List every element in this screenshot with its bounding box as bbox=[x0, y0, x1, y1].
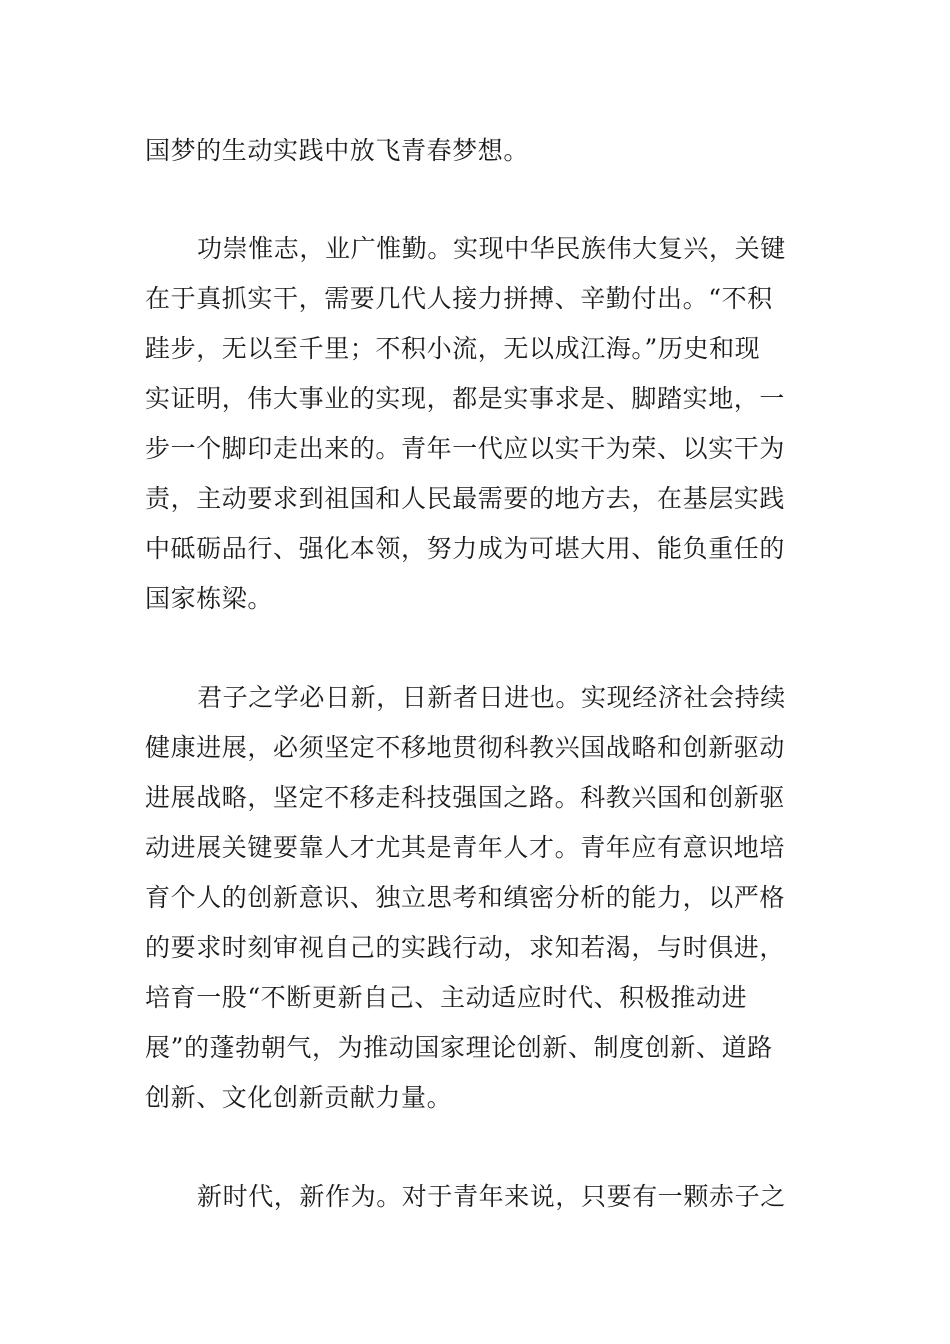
text-line: 创新、文化创新贡献力量。 bbox=[145, 1083, 453, 1112]
text-line: 动进展关键要靠人才尤其是青年人才。青年应有意识地培 bbox=[145, 833, 786, 862]
text-line: 功崇惟志，业广惟勤。实现中华民族伟大复兴，关键 bbox=[197, 234, 786, 263]
text-line: 中砥砺品行、强化本领，努力成为可堪大用、能负重任的 bbox=[145, 534, 786, 563]
text-line: 培育一股“不断更新自己、主动适应时代、积极推动进 bbox=[145, 983, 748, 1012]
text-line: 实证明，伟大事业的实现，都是实事求是、脚踏实地，一 bbox=[145, 384, 786, 413]
text-line: 步一个脚印走出来的。青年一代应以实干为荣、以实干为 bbox=[145, 434, 786, 463]
text-line: 国梦的生动实践中放飞青春梦想。 bbox=[145, 136, 530, 165]
text-line: 健康进展，必须坚定不移地贯彻科教兴国战略和创新驱动 bbox=[145, 733, 786, 762]
text-line: 君子之学必日新，日新者日进也。实现经济社会持续 bbox=[197, 683, 786, 712]
text-line: 跬步，无以至千里；不积小流，无以成江海。”历史和现 bbox=[145, 334, 761, 363]
text-line: 育个人的创新意识、独立思考和缜密分析的能力，以严格 bbox=[145, 883, 786, 912]
text-line: 展”的蓬勃朝气，为推动国家理论创新、制度创新、道路 bbox=[145, 1033, 773, 1062]
text-line: 进展战略，坚定不移走科技强国之路。科教兴国和创新驱 bbox=[145, 783, 786, 812]
text-line: 新时代，新作为。对于青年来说，只要有一颗赤子之 bbox=[197, 1182, 786, 1211]
text-line: 在于真抓实干，需要几代人接力拼搏、辛勤付出。“不积 bbox=[145, 284, 773, 313]
text-line: 的要求时刻审视自己的实践行动，求知若渴，与时俱进， bbox=[145, 933, 786, 962]
text-line: 国家栋梁。 bbox=[145, 584, 274, 613]
text-line: 责，主动要求到祖国和人民最需要的地方去，在基层实践 bbox=[145, 484, 786, 513]
